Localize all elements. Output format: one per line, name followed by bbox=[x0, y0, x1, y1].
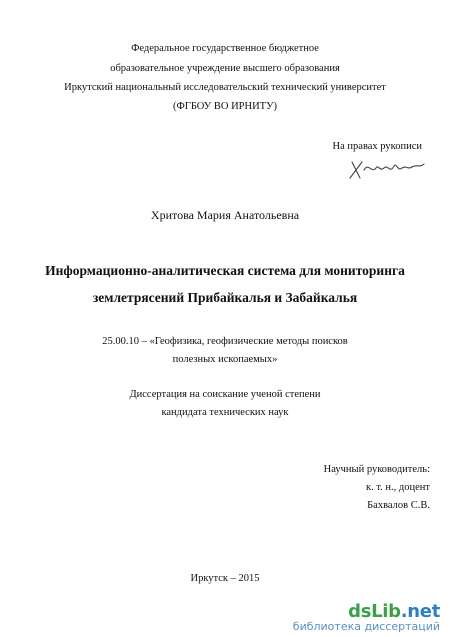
supervisor-label: Научный руководитель: bbox=[323, 464, 430, 475]
dslib-logo bbox=[293, 603, 440, 621]
title-line-1: Информационно-аналитическая система для мониторинга bbox=[45, 263, 405, 278]
supervisor-name: Бахвалов С.В. bbox=[367, 500, 430, 511]
degree-line-2: кандидата технических наук bbox=[161, 407, 289, 418]
header-line-2: образовательное учреждение высшего образования bbox=[110, 63, 340, 74]
rights-note: На правах рукописи bbox=[332, 141, 422, 152]
handwritten-signature bbox=[346, 156, 426, 184]
supervisor-rank: к. т. н., доцент bbox=[366, 482, 430, 493]
title-line-2: землетрясений Прибайкалья и Забайкалья bbox=[92, 290, 358, 305]
dslib-subtitle: библиотека диссертаций bbox=[292, 620, 440, 633]
degree-line-1: Диссертация на соискание ученой степени bbox=[129, 389, 321, 400]
specialty-line-2: полезных ископаемых» bbox=[172, 354, 278, 365]
specialty-line-1: 25.00.10 – «Геофизика, геофизические методы поисков bbox=[102, 336, 348, 347]
dslib-logo-part2: .net bbox=[400, 601, 440, 622]
author-name: Хритова Мария Анатольевна bbox=[150, 208, 300, 222]
header-line-4: (ФГБОУ ВО ИРНИТУ) bbox=[172, 101, 277, 112]
header-line-1: Федеральное государственное бюджетное bbox=[131, 43, 319, 54]
place-year: Иркутск – 2015 bbox=[190, 573, 260, 584]
header-line-3: Иркутский национальный исследовательский технический университет bbox=[64, 82, 386, 93]
dslib-logo-part1: dsLib bbox=[348, 601, 401, 622]
dslib-watermark[interactable] bbox=[293, 603, 440, 633]
